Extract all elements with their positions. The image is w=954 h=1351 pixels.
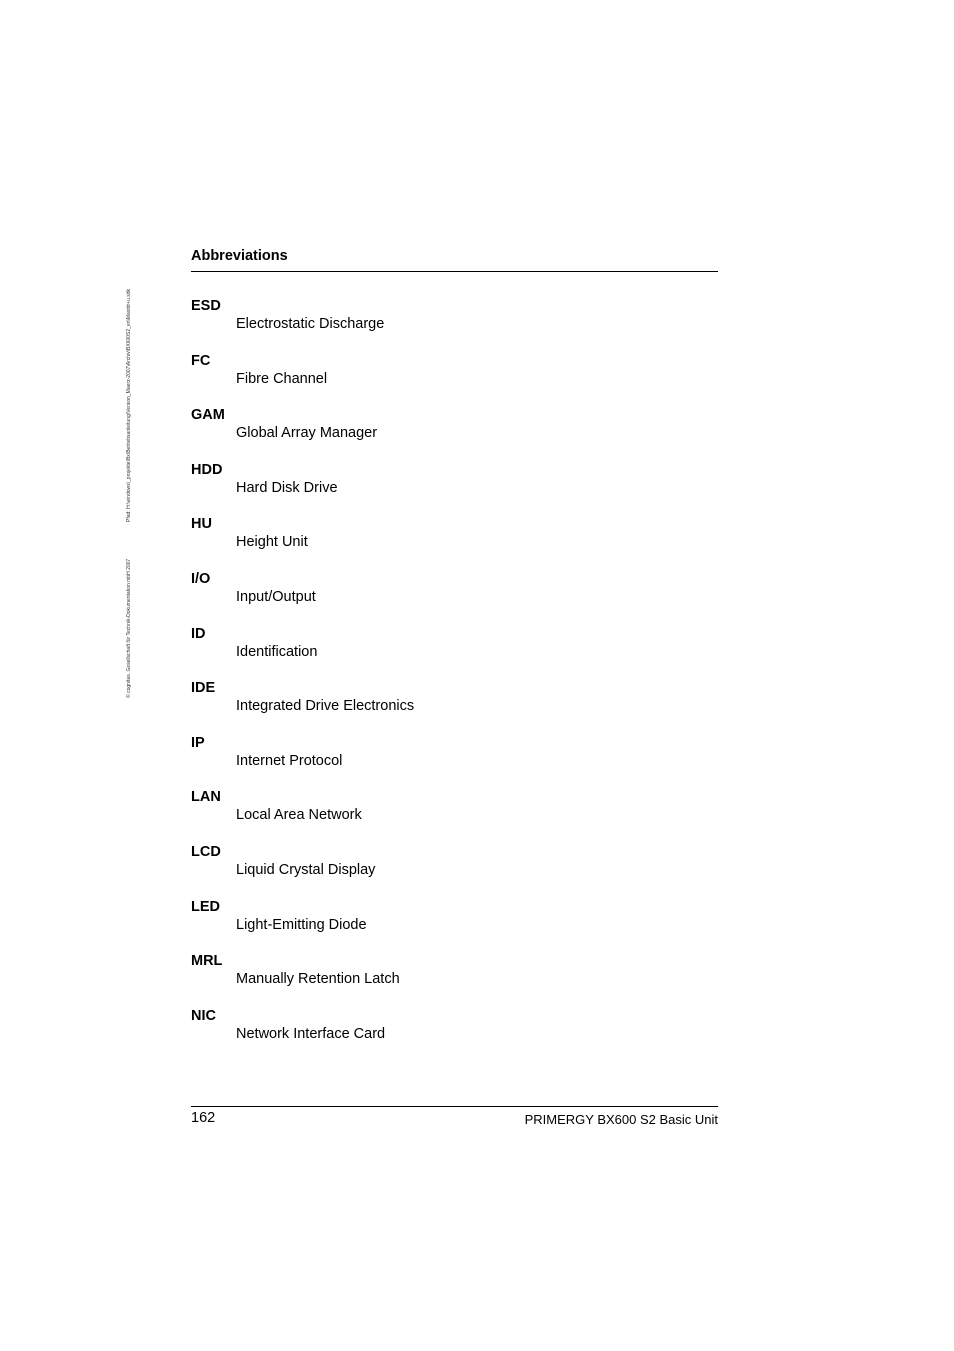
abbreviation-definition: Input/Output: [236, 588, 316, 605]
abbreviation-entry: [191, 898, 718, 953]
abbreviation-entry: [191, 1007, 718, 1062]
abbreviation-entry: [191, 570, 718, 625]
abbreviation-term: LCD: [191, 843, 221, 860]
abbreviation-definition: Electrostatic Discharge: [236, 316, 385, 332]
abbreviation-entry: [191, 461, 718, 516]
page-footer: [191, 1106, 718, 1131]
abbreviation-list: [191, 297, 718, 1061]
abbreviation-term: GAM: [191, 407, 225, 424]
side-note-path: Pfad: H:\windows\_projekte\Bx\Betriebsanleitung\Version_Maerz-2007\Archiv\BX600S2_en\Mastdr+u.sdk: [126, 288, 132, 522]
abbreviation-term: HDD: [191, 461, 223, 478]
abbreviation-definition: Fibre Channel: [236, 370, 328, 387]
abbreviation-definition: Hard Disk Drive: [236, 479, 338, 496]
side-note-copyright: © cognitas. Gesellschaft für Technik-Dokumentation mbH 2007: [126, 558, 132, 698]
abbreviation-term: ID: [191, 625, 206, 642]
abbreviation-term: I/O: [191, 570, 211, 587]
abbreviation-entry: [191, 952, 718, 1007]
abbreviation-definition: Light-Emitting Diode: [236, 916, 367, 933]
abbreviation-entry: [191, 843, 718, 898]
abbreviation-entry: [191, 515, 718, 570]
abbreviation-definition: Identification: [236, 643, 318, 660]
page-number: 162: [191, 1110, 216, 1126]
abbreviation-term: IDE: [191, 680, 216, 697]
abbreviation-definition: Local Area Network: [236, 807, 362, 824]
document-title: PRIMERGY BX600 S2 Basic Unit: [524, 1112, 718, 1127]
page-title: Abbreviations: [191, 248, 288, 264]
abbreviation-term: FC: [191, 352, 211, 369]
abbreviation-term: NIC: [191, 1007, 216, 1024]
page-header: [191, 248, 718, 272]
abbreviation-definition: Integrated Drive Electronics: [236, 698, 415, 715]
abbreviation-entry: [191, 406, 718, 461]
abbreviation-entry: [191, 625, 718, 680]
abbreviation-definition: Global Array Manager: [236, 425, 378, 442]
abbreviation-definition: Network Interface Card: [236, 1025, 386, 1042]
abbreviation-entry: [191, 352, 718, 407]
abbreviation-entry: [191, 679, 718, 734]
abbreviation-term: IP: [191, 734, 205, 751]
abbreviation-term: MRL: [191, 953, 223, 970]
abbreviation-term: LAN: [191, 789, 221, 806]
abbreviation-term: HU: [191, 516, 212, 533]
abbreviation-entry: [191, 297, 718, 352]
abbreviation-definition: Height Unit: [236, 534, 308, 551]
abbreviation-definition: Internet Protocol: [236, 752, 343, 769]
abbreviation-term: ESD: [191, 298, 221, 314]
abbreviation-term: LED: [191, 898, 220, 915]
abbreviation-definition: Liquid Crystal Display: [236, 861, 376, 878]
abbreviation-definition: Manually Retention Latch: [236, 971, 400, 988]
abbreviation-entry: [191, 788, 718, 843]
abbreviation-entry: [191, 734, 718, 789]
side-margin-note: [126, 240, 136, 700]
